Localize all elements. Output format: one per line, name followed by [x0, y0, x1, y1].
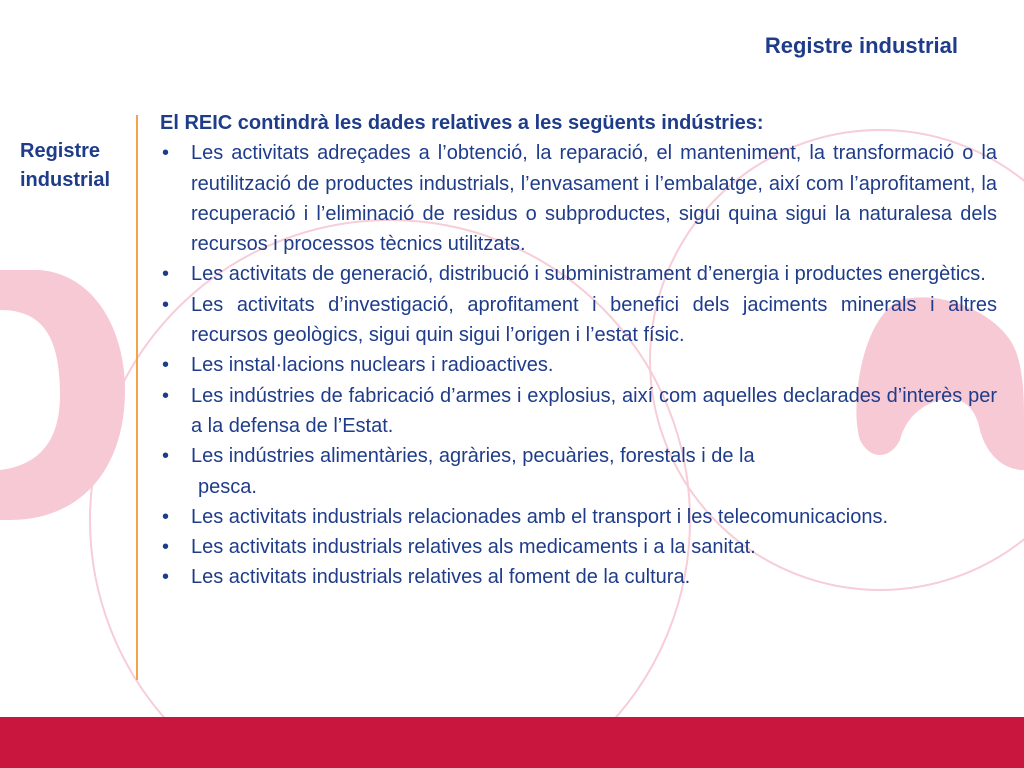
list-item-text: Les activitats industrials relatives al foment de la cultura. [191, 566, 691, 589]
list-item-text: Les activitats de generació, distribució i subministrament d’energia i productes energètics. [191, 263, 986, 286]
sidebar-label [20, 137, 138, 195]
bullet-icon: • [162, 293, 170, 316]
bullet-icon: • [162, 505, 170, 528]
bullet-icon: • [162, 536, 170, 559]
list-item-text: Les activitats industrials relacionades amb el transport i les telecomunicacions. [191, 505, 889, 528]
list-item-text: Les activitats adreçades a l’obtenció, la reparació, el manteniment, la transformació o la reutilització de productes industrials, l’envasament i l’embalatge, així com l’aprofitament, la recuperació i l’eliminació de residus o subproductes, sigui quina sigui la naturalesa dels recursos i processos tècnics utilitzats. [191, 142, 997, 256]
bullet-icon: • [162, 142, 170, 165]
main-content [160, 108, 997, 593]
intro-text: El REIC contindrà les dades relatives a les següents indústries: [160, 112, 764, 134]
list-item-text: Les indústries alimentàries, agràries, pecuàries, forestals i de la [191, 445, 755, 468]
list-item-text: Les indústries de fabricació d’armes i explosius, així com aquelles declarades d’interès per a la defensa de l’Estat. [191, 384, 997, 437]
vertical-divider [136, 115, 138, 680]
bullet-icon: • [162, 384, 170, 407]
list-item [160, 381, 997, 442]
list-item [160, 532, 997, 562]
bottom-bar [0, 717, 1024, 768]
bullet-icon: • [162, 566, 170, 589]
list-item [160, 350, 997, 380]
list-item [160, 562, 997, 592]
bullet-icon: • [162, 445, 170, 468]
sidebar-label-line1: Registre [20, 140, 101, 162]
list-item [160, 138, 997, 259]
list-item-text: Les activitats d’investigació, aprofitament i benefici dels jaciments minerals i altres recursos geològics, sigui quin sigui l’origen i l’estat físic. [191, 293, 997, 347]
list-item [160, 502, 997, 532]
list-item-text: Les activitats industrials relatives als medicaments i a la sanitat. [191, 536, 756, 559]
list-item [160, 290, 997, 351]
page-title: Registre industrial [764, 33, 958, 58]
sidebar-label-line2: industrial [20, 169, 111, 191]
list-item-text-continuation: pesca. [198, 475, 257, 498]
list-item [160, 441, 997, 502]
list-item-text: Les instal·lacions nuclears i radioactives. [191, 354, 554, 377]
bullet-icon: • [162, 354, 170, 377]
list-item [160, 259, 997, 289]
industry-list [160, 138, 997, 592]
bullet-icon: • [162, 263, 170, 286]
